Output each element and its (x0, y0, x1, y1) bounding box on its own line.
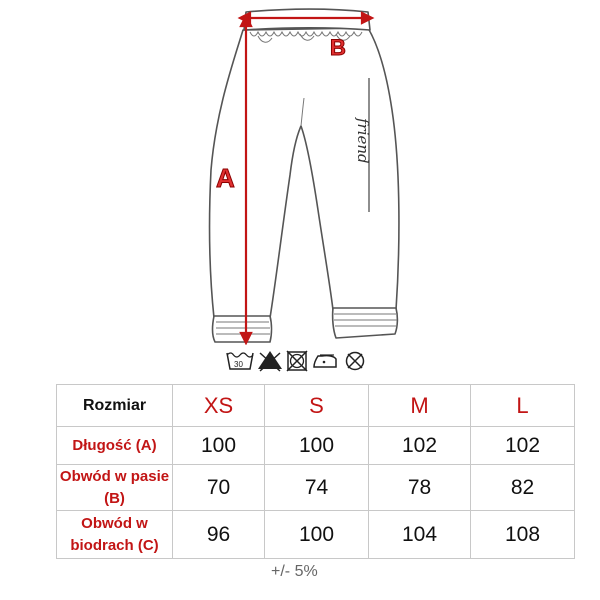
wash-temperature: 30 (234, 360, 243, 369)
care-symbols (224, 347, 380, 377)
right-cuff (333, 308, 398, 338)
table-cell: 108 (471, 511, 575, 559)
size-m: M (369, 385, 471, 427)
table-header-row (57, 385, 575, 427)
left-cuff (213, 316, 272, 342)
length-label: A (216, 163, 235, 193)
table-cell: 100 (265, 427, 369, 465)
table-row (57, 511, 575, 559)
row-label-length: Długość (A) (57, 427, 173, 465)
waist-label: B (330, 35, 346, 60)
size-header-label: Rozmiar (57, 385, 173, 427)
table-row (57, 465, 575, 511)
table-cell: 74 (265, 465, 369, 511)
table-cell: 70 (173, 465, 265, 511)
table-cell: 96 (173, 511, 265, 559)
table-cell: 82 (471, 465, 575, 511)
iron-low-icon (314, 355, 336, 367)
table-cell: 100 (265, 511, 369, 559)
size-table (56, 384, 575, 559)
no-chlorine-bleach-icon (258, 351, 282, 371)
no-tumble-dry-icon (287, 351, 307, 371)
pants-body (210, 28, 399, 318)
garment-print-text: friend (354, 118, 372, 164)
table-cell: 104 (369, 511, 471, 559)
waistband (244, 9, 370, 30)
table-cell: 100 (173, 427, 265, 465)
row-label-waist: Obwód w pasie (B) (57, 465, 173, 511)
table-cell: 78 (369, 465, 471, 511)
table-cell: 102 (369, 427, 471, 465)
tolerance-note: +/- 5% (271, 563, 318, 580)
wash-30-icon (227, 353, 253, 369)
size-xs: XS (173, 385, 265, 427)
row-label-hips: Obwód w biodrach (C) (57, 511, 173, 559)
no-dry-clean-icon (347, 353, 364, 370)
table-cell: 102 (471, 427, 575, 465)
size-l: L (471, 385, 575, 427)
size-s: S (265, 385, 369, 427)
table-row (57, 427, 575, 465)
